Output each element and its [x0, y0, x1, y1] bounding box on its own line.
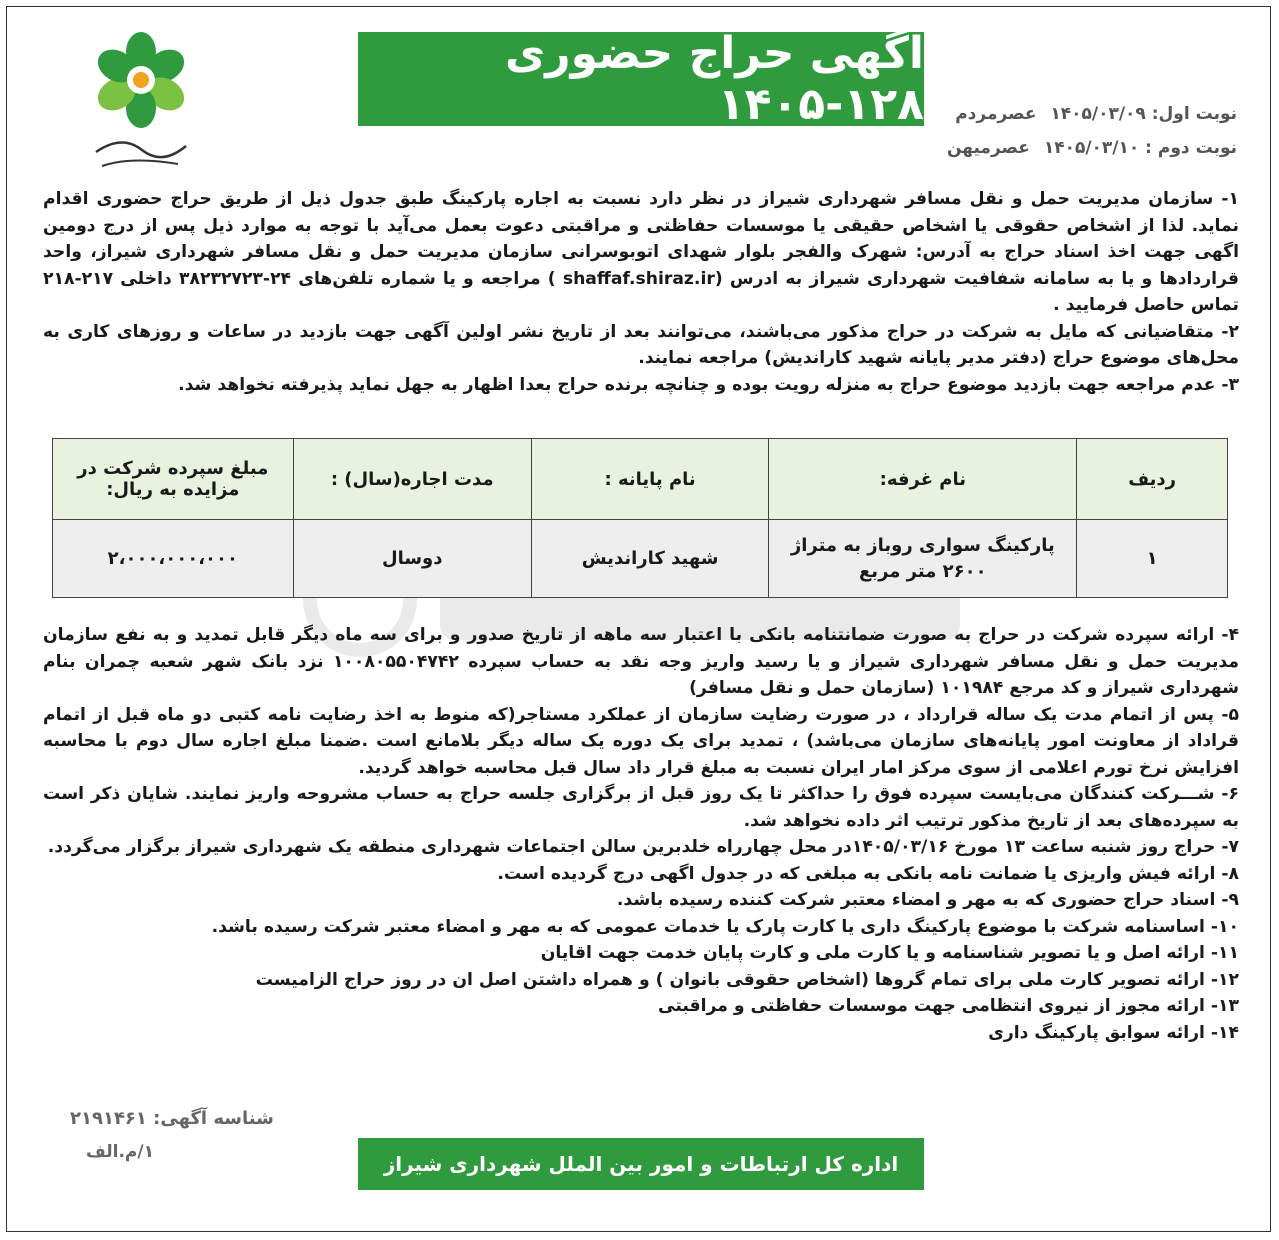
header-lease-duration: مدت اجاره(سال) :	[293, 439, 531, 520]
clause-13: ۱۳- ارائه مجوز از نیروی انتظامی جهت موسسات حفاظتی و مراقبتی	[657, 996, 1239, 1016]
clause-2: ۲- متقاضیانی که مایل به شرکت در حراج مذکور می‌باشند، می‌توانند بعد از تاریخ نشر اولین آگهی جهت بازدید در ساعات و روزهای کاری به محل‌های موضوع حراج (دفتر مدیر پایانه شهید کاراندیش) مراجعه نمایند.	[43, 321, 1239, 368]
auction-table	[52, 438, 1228, 598]
first-publication-paper: عصرمردم	[955, 104, 1037, 124]
clause-10: ۱۰- اساسنامه شرکت با موضوع پارکینگ داری یا کارت پارک یا خدمات عمومی که به مهر و امضاء معتبر شرکت رسیده باشد.	[211, 916, 1239, 937]
header-deposit-amount: مبلغ سپرده شرکت در مزایده به ریال:	[53, 439, 294, 520]
clause-9: ۹- اسناد حراج حضوری که به مهر و امضاء معتبر شرکت کننده رسیده باشد.	[616, 890, 1239, 910]
first-publication	[947, 104, 1237, 124]
cell-row-number: ۱	[1077, 520, 1228, 598]
table-header-row	[53, 439, 1228, 520]
clause-7: ۷- حراج روز شنبه ساعت ۱۳ مورخ ۱۴۰۵/۰۳/۱۶در محل چهارراه خلدبرین سالن اجتماعات شهرداری منطقه یک شهرداری شیراز برگزار می‌گردد.	[47, 837, 1239, 857]
cell-deposit-amount: ۲،۰۰۰،۰۰۰،۰۰۰	[53, 520, 294, 598]
second-publication-paper: عصرمیهن	[946, 138, 1030, 158]
second-publication-date: نوبت دوم : ۱۴۰۵/۰۳/۱۰	[1043, 138, 1237, 158]
second-publication	[939, 138, 1237, 158]
table-row	[53, 520, 1228, 598]
header-booth-name: نام غرفه:	[769, 439, 1077, 520]
intro-clauses	[43, 186, 1239, 398]
ad-ref: ۱/م.الف	[86, 1142, 154, 1162]
clause-3: ۳- عدم مراجعه جهت بازدید موضوع حراج به منزله رویت بوده و چنانچه برنده حراج بعدا اظهار به جهل نماید پذیرفته نخواهد شد.	[178, 374, 1239, 395]
clause-1: ۱- سازمان مدیریت حمل و نقل مسافر شهرداری شیراز در نظر دارد نسبت به اجاره پارکینگ طبق جدول ذیل از طریق حراج حضوری اقدام نماید. لذا از اشخاص حقوقی یا اشخاص حقیقی یا موسسات حفاظتی و مراقبتی دعوت بعمل می‌آید با توجه به موارد ذیل پس از درج دومین اگهی جهت اخذ اسناد حراج به آدرس: شهرک والفجر بلوار شهدای اتوبوسرانی سازمان مدیریت حمل و نقل مسافر شهرداری شیراز، واحد قراردادها و یا به سامانه شفافیت شهرداری شیراز به ادرس (shaffaf.shiraz.ir ) مراجعه و یا شماره تلفن‌های ۲۴-۳۸۲۳۲۷۲۳ داخلی ۲۱۷-۲۱۸ تماس حاصل فرمایید .	[43, 189, 1240, 315]
ad-id: شناسه آگهی: ۲۱۹۱۴۶۱	[70, 1108, 274, 1129]
shiraz-municipality-logo	[82, 30, 200, 180]
clause-4: ۴- ارائه سپرده شرکت در حراج به صورت ضمانتنامه بانکی با اعتبار سه ماهه از تاریخ صدور و برای سه ماه دیگر قابل تمدید و به نفع سازمان مدیریت حمل و نقل مسافر شهرداری شیراز و یا رسید واریز وجه نقد به حساب سپرده ۱۰۰۸۰۵۵۰۴۷۴۲ نزد بانک شهر شعبه چمران بنام شهرداری شیراز و کد مرجع ۱۰۱۹۸۴ (سازمان حمل و نقل مسافر)	[43, 625, 1239, 698]
footer-org: اداره کل ارتباطات و امور بین الملل شهرداری شیراز	[358, 1138, 924, 1190]
ad-title: آگهی حراج حضوری ۱۲۸-۱۴۰۵	[358, 32, 924, 126]
clause-8: ۸- ارائه فیش واریزی یا ضمانت نامه بانکی به مبلغی که در جدول اگهی درج گردیده است.	[497, 863, 1239, 884]
header-row-number: ردیف	[1077, 439, 1228, 520]
clause-6: ۶- شـــرکت کنندگان می‌بایست سپرده فوق را حداکثر تا یک روز قبل از برگزاری جلسه حراج به حساب مشروحه واریز نمایند. شایان ذکر است به سپرده‌های بعد از تاریخ مذکور ترتیب اثر داده نخواهد شد.	[43, 784, 1239, 831]
cell-lease-duration: دوسال	[293, 520, 531, 598]
clause-5: ۵- پس از اتمام مدت یک ساله قرارداد ، در صورت رضایت سازمان از عملکرد مستاجر(که منوط به اخذ رضایت نامه کتبی دو ماه قبل از اتمام قراداد از معاونت امور پایانه‌های سازمان می‌باشد) ، تمدید برای یک دوره یک ساله دیگر بلامانع است .ضمنا مبلغ اجاره سال دوم با محاسبه افزایش نرخ تورم اعلامی از سوی مرکز امار ایران نسبت به مبلغ قرار داد سال قبل محاسبه خواهد گردید.	[43, 704, 1239, 778]
header-terminal-name: نام پایانه :	[531, 439, 769, 520]
cell-booth-name: پارکینگ سواری روباز به متراژ ۲۶۰۰ متر مربع	[769, 520, 1077, 598]
first-publication-date: نوبت اول: ۱۴۰۵/۰۳/۰۹	[1050, 104, 1237, 124]
clause-11: ۱۱- ارائه اصل و یا تصویر شناسنامه و یا کارت ملی و کارت پایان خدمت جهت اقایان	[540, 943, 1239, 963]
clause-12: ۱۲- ارائه تصویر کارت ملی برای تمام گروها (اشخاص حقوقی بانوان ) و همراه داشتن اصل ان در روز حراج الزامیست	[255, 969, 1239, 990]
flower-logo-icon	[82, 30, 200, 180]
clause-14: ۱۴- ارائه سوابق پارکینگ داری	[988, 1022, 1239, 1043]
conditions-clauses	[43, 622, 1239, 1046]
cell-terminal-name: شهید کاراندیش	[531, 520, 769, 598]
